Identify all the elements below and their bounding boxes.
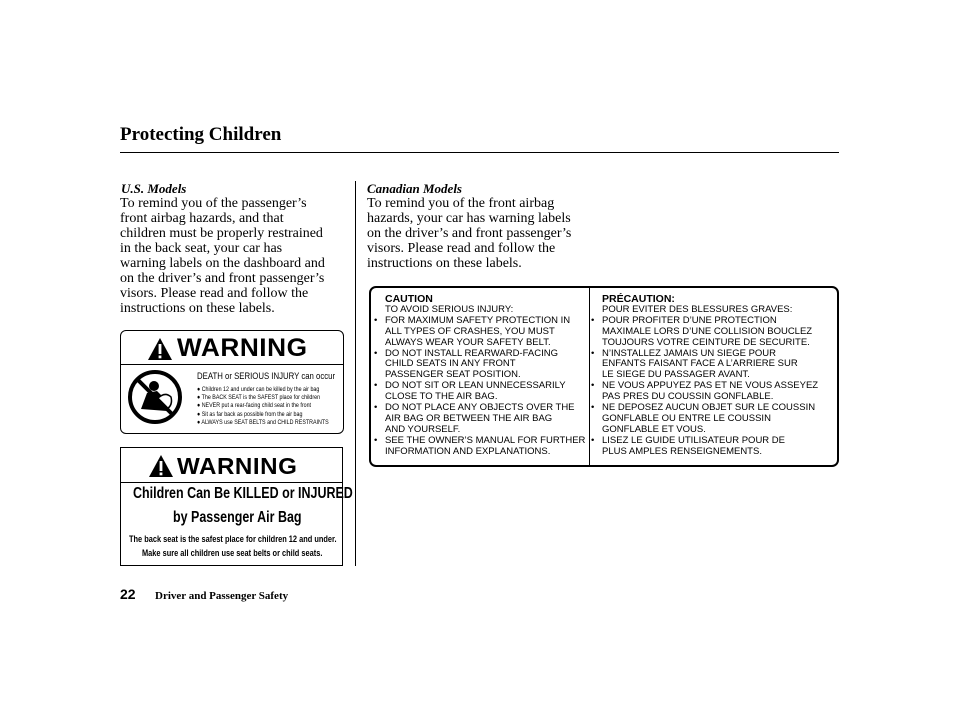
warning-bullet: ● Children 12 and under can be killed by the air bag (197, 386, 320, 393)
caution-line: AIR BAG OR BETWEEN THE AIR BAG (385, 412, 553, 424)
canada-line: hazards, your car has warning labels (367, 211, 571, 226)
canada-line: To remind you of the front airbag (367, 196, 555, 211)
caution-line: TOUJOURS VOTRE CEINTURE DE SECURITE. (602, 336, 810, 348)
us-line: visors. Please read and follow the (120, 286, 309, 301)
precaution-subheading: POUR EVITER DES BLESSURES GRAVES: (602, 303, 793, 315)
caution-line: ALWAYS WEAR YOUR SAFETY BELT. (385, 336, 551, 348)
warning-headline-1: Children Can Be KILLED or INJURED (133, 485, 353, 502)
caution-subheading: TO AVOID SERIOUS INJURY: (385, 303, 514, 315)
caution-label (369, 286, 839, 467)
caution-french (602, 294, 818, 458)
caution-line: • DO NOT SIT OR LEAN UNNECESSARILY (385, 381, 585, 392)
label-divider (121, 482, 342, 483)
caution-line: • SEE THE OWNER’S MANUAL FOR FURTHER (385, 436, 585, 447)
canada-line: on the driver’s and front passenger’s (367, 226, 572, 241)
caution-line: AND YOURSELF. (385, 423, 461, 435)
title-rule (120, 152, 839, 153)
caution-line: • FOR MAXIMUM SAFETY PROTECTION IN (385, 316, 585, 327)
caution-line: GONFLABLE OU ENTRE LE COUSSIN (602, 412, 771, 424)
caution-line: MAXIMALE LORS D’UNE COLLISION BOUCLEZ (602, 325, 813, 337)
warning-word: WARNING (177, 453, 298, 479)
warning-bullet: ● Sit as far back as possible from the air bag (197, 410, 303, 418)
us-line: warning labels on the dashboard and (120, 256, 325, 271)
caution-line: PLUS AMPLES RENSEIGNEMENTS. (602, 445, 762, 457)
warning-word: WARNING (177, 334, 308, 362)
us-line: children must be properly restrained (120, 226, 323, 241)
warning-bullet: ● The BACK SEAT is the SAFEST place for children (197, 394, 321, 402)
us-models-heading: U.S. Models (121, 181, 187, 196)
caution-line: • NE VOUS APPUYEZ PAS ET NE VOUS ASSEYEZ (602, 381, 818, 392)
warning-text (197, 371, 365, 427)
caution-line: PASSENGER SEAT POSITION. (385, 369, 521, 381)
caution-line: • LISEZ LE GUIDE UTILISATEUR POUR DE (602, 436, 818, 447)
warning-headline-2: by Passenger Air Bag (173, 509, 302, 526)
us-line: in the back seat, your car has (120, 241, 283, 256)
caution-line: • N’INSTALLEZ JAMAIS UN SIEGE POUR (602, 349, 818, 360)
us-models-paragraph (120, 196, 325, 316)
caution-line: INFORMATION AND EXPLANATIONS. (385, 445, 551, 457)
section-name: Driver and Passenger Safety (155, 590, 289, 602)
caution-divider (589, 288, 590, 465)
warning-triangle-icon (147, 337, 173, 361)
us-line: To remind you of the passenger’s (120, 196, 307, 211)
caution-line: • DO NOT PLACE ANY OBJECTS OVER THE (385, 403, 585, 414)
warning-main-line: DEATH or SERIOUS INJURY can occur (197, 371, 336, 382)
caution-line: CHILD SEATS IN ANY FRONT (385, 358, 516, 370)
caution-line: • DO NOT INSTALL REARWARD-FACING (385, 349, 585, 360)
caution-line: LE SIEGE DU PASSAGER AVANT. (602, 369, 750, 381)
canadian-models-heading: Canadian Models (367, 181, 462, 196)
precaution-heading: PRÉCAUTION: (602, 293, 675, 305)
warning-bullet: ● NEVER put a rear-facing child seat in the front (197, 402, 312, 410)
caution-line: ENFANTS FAISANT FACE A L’ARRIERE SUR (602, 358, 798, 370)
canada-line: instructions on these labels. (367, 256, 522, 271)
caution-line: ALL TYPES OF CRASHES, YOU MUST (385, 325, 555, 337)
label-divider (121, 364, 343, 365)
canada-line: visors. Please read and follow the (367, 241, 556, 256)
caution-line: GONFLABLE ET VOUS. (602, 423, 706, 435)
warning-detail-1: The back seat is the safest place for children 12 and under. (129, 534, 337, 545)
page-number: 22 (120, 586, 136, 602)
caution-line: • POUR PROFITER D’UNE PROTECTION (602, 316, 818, 327)
caution-line: • NE DEPOSEZ AUCUN OBJET SUR LE COUSSIN (602, 403, 818, 414)
us-line: front airbag hazards, and that (120, 211, 284, 226)
caution-line: CLOSE TO THE AIR BAG. (385, 391, 498, 403)
caution-line: PAS PRES DU COUSSIN GONFLABLE. (602, 391, 774, 403)
warning-label-dashboard (120, 330, 344, 434)
caution-heading: CAUTION (385, 293, 433, 305)
warning-triangle-icon (148, 454, 174, 478)
warning-bullet: ● ALWAYS use SEAT BELTS and CHILD RESTRAINTS (197, 418, 329, 426)
no-child-seat-icon (127, 369, 183, 425)
us-line: on the driver’s and front passenger’s (120, 271, 325, 286)
canadian-models-paragraph (367, 196, 571, 271)
warning-detail-2: Make sure all children use seat belts or child seats. (142, 548, 323, 559)
us-line: instructions on these labels. (120, 301, 275, 316)
page-title: Protecting Children (120, 124, 282, 145)
warning-label-visor (120, 447, 353, 566)
caution-english (385, 294, 585, 458)
